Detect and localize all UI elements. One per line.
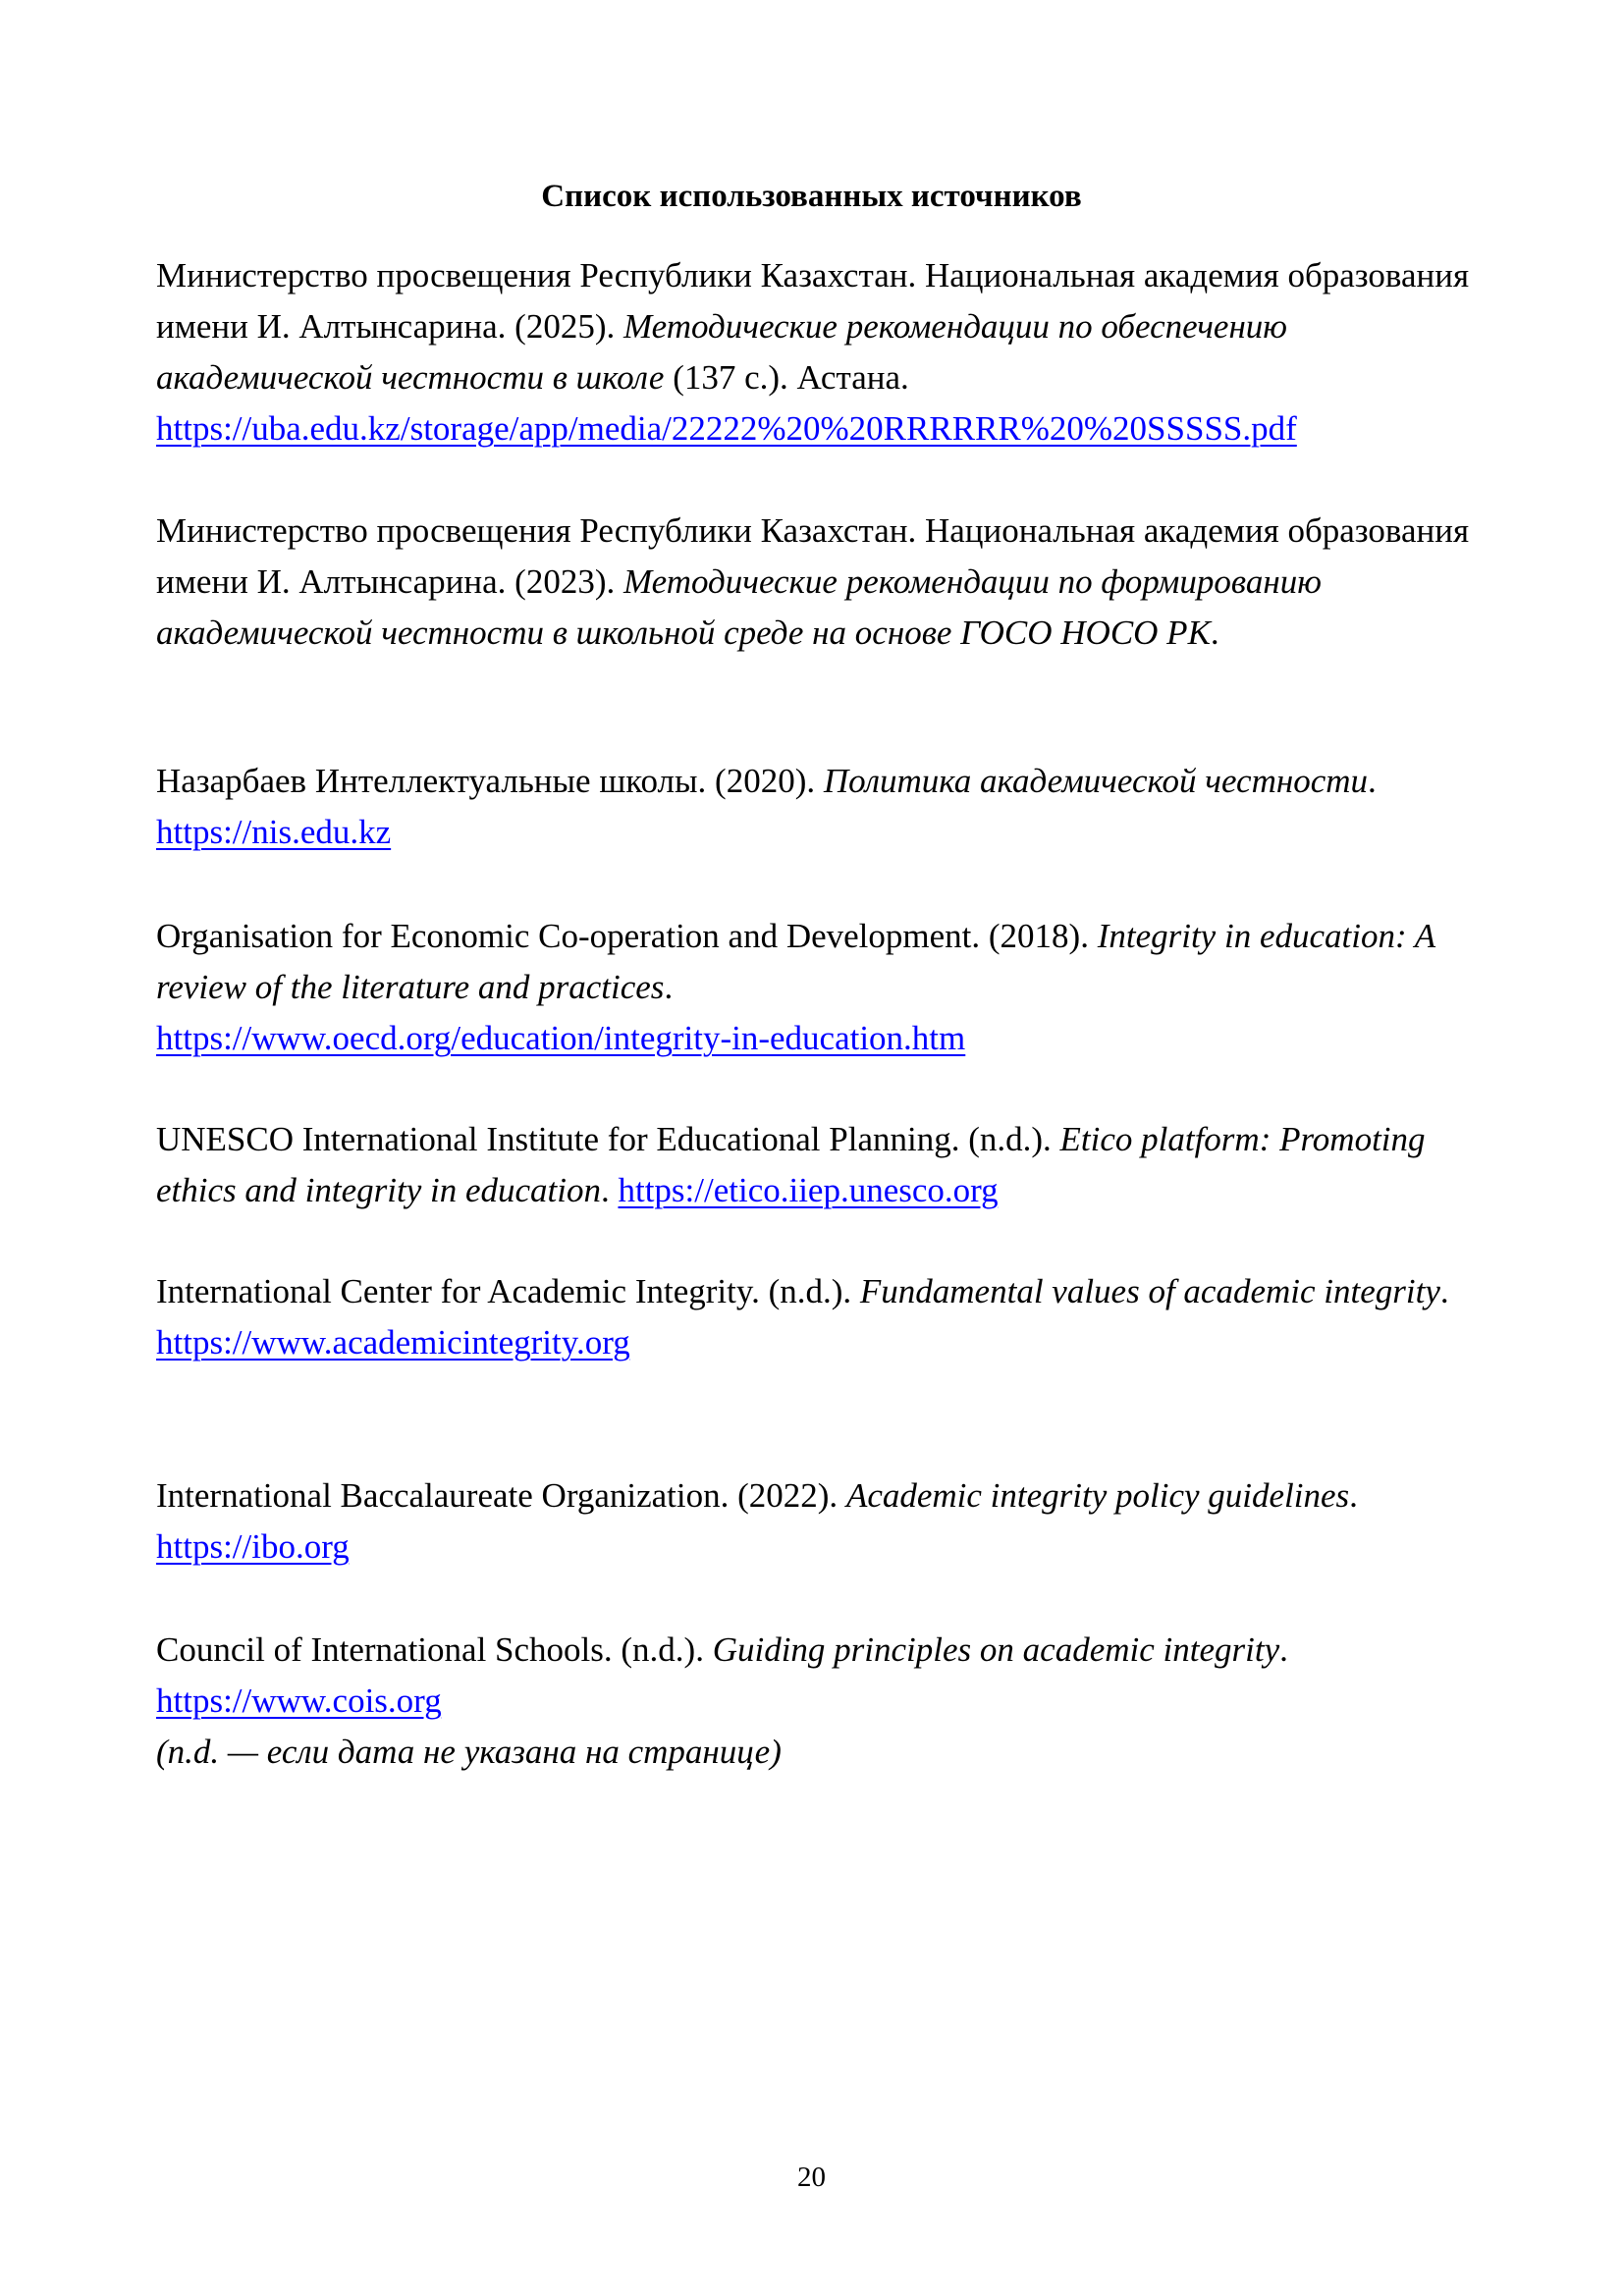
reference-details: .: [1210, 614, 1219, 652]
reference-link[interactable]: https://www.cois.org: [156, 1682, 442, 1720]
reference-title: Academic integrity policy guidelines: [845, 1476, 1350, 1515]
reference-details: .: [1279, 1630, 1288, 1669]
reference-entry: [156, 911, 1472, 1064]
reference-title: Integrity in education: A review of the literature and practices: [156, 917, 1435, 1006]
reference-details: .: [1368, 762, 1377, 800]
reference-author: Organisation for Economic Co-operation and Development. (2018).: [156, 917, 1098, 955]
reference-title: Etico platform: Promoting ethics and integrity in education: [156, 1120, 1426, 1209]
reference-author: Министерство просвещения Республики Казахстан. Национальная академия образования имени И. Алтынсарина. (2025).: [156, 256, 1470, 346]
reference-title: Guiding principles on academic integrity: [712, 1630, 1280, 1669]
reference-entry: [156, 506, 1472, 659]
reference-entry: [156, 250, 1472, 454]
reference-link[interactable]: https://ibo.org: [156, 1527, 350, 1566]
reference-author: Council of International Schools. (n.d.).: [156, 1630, 713, 1669]
reference-author: UNESCO International Institute for Educational Planning. (n.d.).: [156, 1120, 1060, 1158]
reference-link[interactable]: https://nis.edu.kz: [156, 813, 392, 851]
reference-author: International Center for Academic Integrity. (n.d.).: [156, 1272, 860, 1310]
reference-entry: [156, 1266, 1472, 1368]
reference-author: Министерство просвещения Республики Казахстан. Национальная академия образования имени И. Алтынсарина. (2023).: [156, 511, 1470, 601]
reference-details: .: [1439, 1272, 1449, 1310]
reference-link[interactable]: https://etico.iiep.unesco.org: [618, 1171, 999, 1209]
reference-author: Назарбаев Интеллектуальные школы. (2020).: [156, 762, 824, 800]
reference-title: Политика академической честности: [823, 762, 1369, 800]
reference-details: .: [664, 968, 674, 1006]
reference-note: (n.d. — если дата не указана на странице): [156, 1733, 782, 1771]
reference-details: (137 с.). Астана.: [664, 358, 909, 397]
reference-link[interactable]: https://uba.edu.kz/storage/app/media/22222%20%20RRRRRR%20%20SSSSS.pdf: [156, 409, 1297, 448]
reference-title: Fundamental values of academic integrity: [859, 1272, 1440, 1310]
page-number: 20: [797, 2162, 826, 2193]
reference-title: Методические рекомендации по формированию академической честности в школьной среде на основе ГОСО НОСО РК: [156, 562, 1322, 652]
reference-link[interactable]: https://www.oecd.org/education/integrity-in-education.htm: [156, 1019, 966, 1057]
reference-entry: [156, 756, 1472, 858]
reference-title: Методические рекомендации по обеспечению академической честности в школе: [156, 307, 1287, 397]
reference-author: International Baccalaureate Organization. (2022).: [156, 1476, 846, 1515]
reference-details: .: [1349, 1476, 1358, 1515]
reference-details: .: [600, 1171, 619, 1209]
page-title: Список использованных источников: [541, 179, 1082, 214]
reference-entry: [156, 1625, 1472, 1778]
reference-link[interactable]: https://www.academicintegrity.org: [156, 1323, 630, 1362]
reference-entry: [156, 1470, 1472, 1573]
reference-entry: [156, 1114, 1472, 1216]
